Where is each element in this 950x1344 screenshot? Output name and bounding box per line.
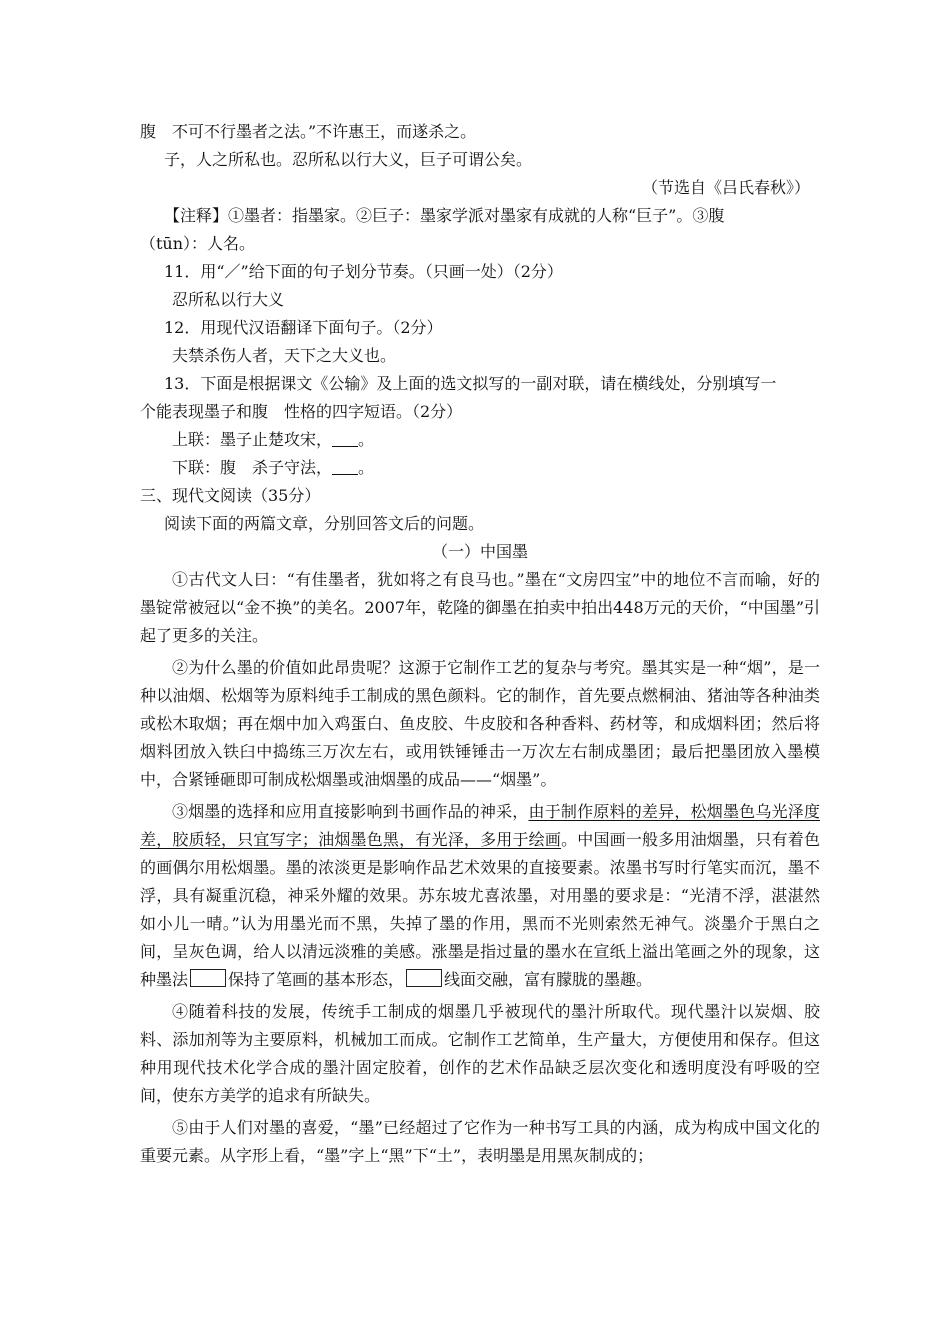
couplet-upper-label: 上联：墨子止楚攻宋， [172,430,333,449]
annotation-line: 【注释】①墨者：指墨家。②巨子：墨家学派对墨家有成就的人称“巨子”。③腹 [164,206,725,225]
answer-box[interactable] [406,969,442,987]
answer-blank[interactable] [332,430,358,447]
paragraph-3-text: 。中国画一般多用油烟墨，只有着色的画偶尔用松烟墨。墨的浓淡更是影响作品艺术效果的直接要素。浓墨书写时行笔实而沉，墨不浮，具有凝重沉稳，神采外耀的效果。苏东坡尤喜浓墨，对用墨的要求是：“光清不浮，湛湛然如小儿一晴。”认为用墨光而不黑，失掉了墨的作用，黑而不光则索然无神气。淡墨介于黑白之间，呈灰色调，给人以清远淡雅的美感。涨墨是指过量的墨水在宣纸上溢出笔画之外的现象，这种墨法 [140,830,820,989]
question-12-text: 夫禁杀伤人者，天下之大义也。 [172,346,397,365]
question-13-stem: 13．下面是根据课文《公输》及上面的选文拟写的一副对联，请在横线处，分别填写一 [164,374,777,393]
article-paragraph-5: ⑤由于人们对墨的喜爱，“墨”已经超过了它作为一种书写工具的内涵，成为构成中国文化的重要元素。从字形上看，“墨”字上“黑”下“土”，表明墨是用黑灰制成的； [140,1118,820,1165]
section-heading: 三、现代文阅读（35分） [140,486,321,505]
question-11-stem: 11．用“／”给下面的句子划分节奏。（只画一处）（2分） [164,262,563,281]
couplet-upper [140,426,820,454]
end-mark: 。 [358,430,375,449]
section-instruction: 阅读下面的两篇文章，分别回答文后的问题。 [164,514,485,533]
source-citation: （节选自《吕氏春秋》） [641,178,810,197]
question-13-stem: 个能表现墨子和腹 性格的四字短语。（2分） [140,402,463,421]
end-mark: 。 [358,458,375,477]
answer-blank[interactable] [332,458,358,475]
question-12-stem: 12．用现代汉语翻译下面句子。（2分） [164,318,443,337]
article-paragraph-3 [140,798,820,994]
paragraph-3-text: 线面交融，富有朦胧的墨趣。 [444,970,653,989]
answer-box[interactable] [190,969,226,987]
article-paragraph-2: ②为什么墨的价值如此昂贵呢？这源于它制作工艺的复杂与考究。墨其实是一种“烟”，是一种以油烟、松烟等为原料纯手工制成的黑色颜料。它的制作，首先要点燃桐油、猪油等各种油类或松木取烟；再在烟中加入鸡蛋白、鱼皮胶、牛皮胶和各种香料、药材等，和成烟料团；然后将烟料团放入铁臼中捣练三万次左右，或用铁锤锤击一万次左右制成墨团；最后把墨团放入墨模中，合紧锤砸即可制成松烟墨或油烟墨的成品——“烟墨”。 [140,658,820,789]
question-11-text: 忍所私以行大义 [172,290,285,309]
passage-line: 腹 不可不行墨者之法。”不许惠王，而遂杀之。 [140,122,477,141]
article-paragraph-4: ④随着科技的发展，传统手工制成的烟墨几乎被现代的墨汁所取代。现代墨汁以炭烟、胶料、添加剂等为主要原料，机械加工而成。它制作工艺简单，生产量大，方便使用和保存。但这种用现代技术化学合成的墨汁固定胶着，创作的艺术作品缺乏层次变化和透明度没有呼吸的空间，使东方美学的追求有所缺失。 [140,1002,820,1105]
underlined-sentence: 由于制作原料的差异，松烟墨色乌光泽度差，胶质轻，只宜写字；油烟墨色黑，有光泽，多用于绘画 [140,802,820,849]
article-title: （一）中国墨 [431,542,528,561]
annotation-line: （tūn）：人名。 [140,234,256,253]
couplet-lower [140,454,820,482]
page-content [140,118,820,1170]
paragraph-3-text: 保持了笔画的基本形态， [228,970,405,989]
paragraph-3-text: ③烟墨的选择和应用直接影响到书画作品的神采， [172,802,529,821]
passage-line: 子，人之所私也。忍所私以行大义，巨子可谓公矣。 [164,150,533,169]
article-paragraph-1: ①古代文人曰：“有佳墨者，犹如将之有良马也。”墨在“文房四宝”中的地位不言而喻，好的墨锭常被冠以“金不换”的美名。2007年，乾隆的御墨在拍卖中拍出448万元的天价，“中国墨”引起了更多的关注。 [140,570,820,645]
couplet-lower-label: 下联：腹 杀子守法， [172,458,333,477]
